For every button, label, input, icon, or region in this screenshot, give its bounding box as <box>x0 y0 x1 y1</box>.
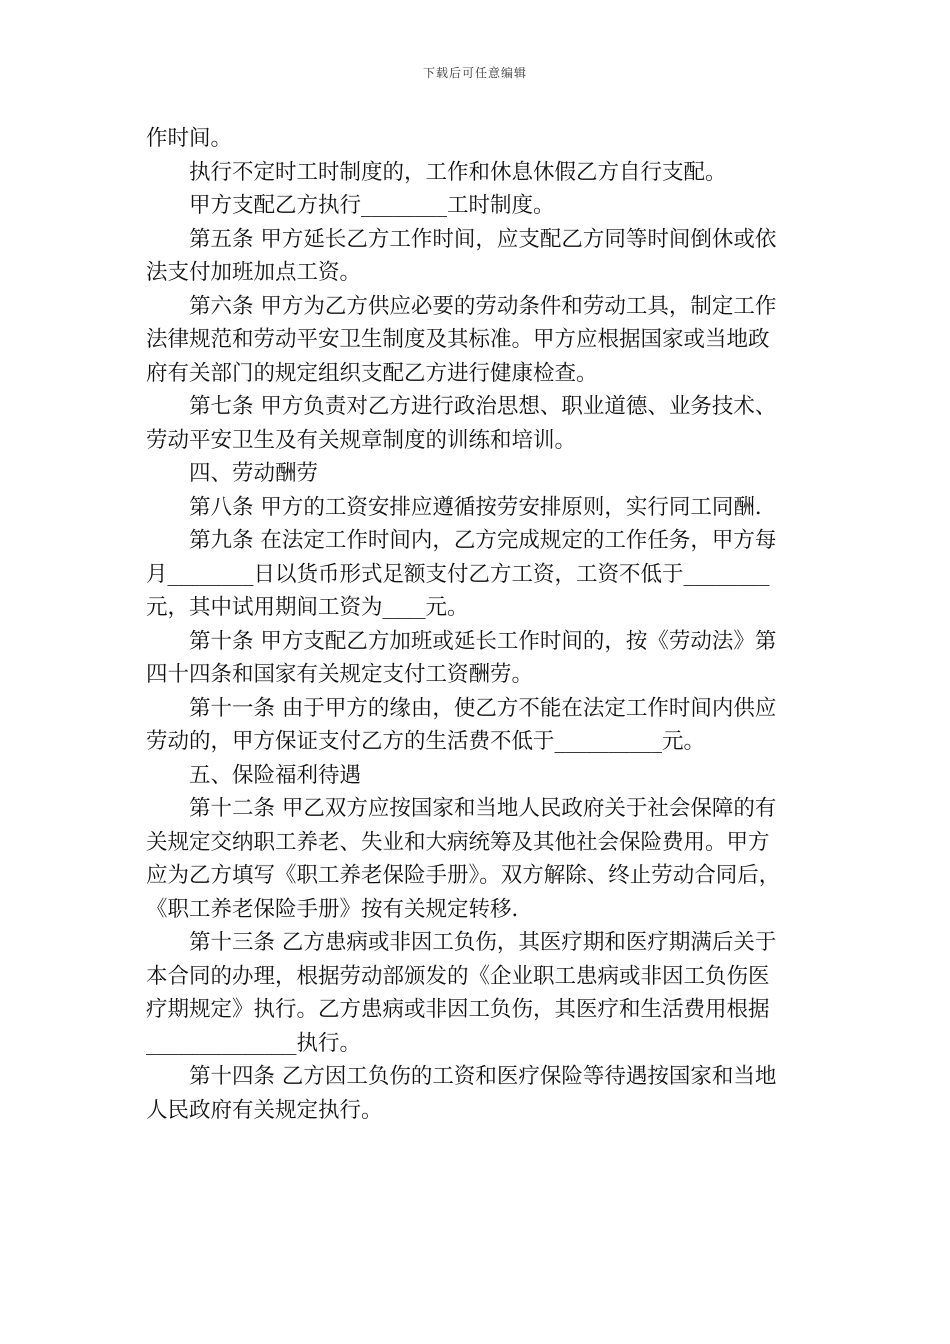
article-12-start: 第十二条 甲乙双方应按国家和当地人民政府关于社会保障的有 <box>189 796 777 821</box>
document-body <box>146 122 822 1127</box>
page-header: 下载后可任意编辑 <box>422 66 527 80</box>
section-heading-remuneration: 四、劳动酬劳 <box>189 461 319 486</box>
article-7-start: 第七条 甲方负责对乙方进行政治思想、职业道德、业务技术、 <box>189 394 777 419</box>
article-11-start: 第十一条 由于甲方的缘由，使乙方不能在法定工作时间内供应 <box>189 695 777 721</box>
article-9-start: 第九条 在法定工作时间内，乙方完成规定的工作任务，甲方每 <box>189 528 777 553</box>
text-line: 四十四条和国家有关规定支付工资酬劳。 <box>146 662 534 687</box>
text-line: 关规定交纳职工养老、失业和大病统筹及其他社会保险费用。甲方 <box>146 829 770 855</box>
text-line: 人民政府有关规定执行。 <box>146 1097 383 1123</box>
text-line: 府有关部门的规定组织支配乙方进行健康检查。 <box>146 360 598 386</box>
text-line: 法支付加班加点工资。 <box>146 260 362 285</box>
section-heading-insurance: 五、保险福利待遇 <box>189 762 362 788</box>
text-line: 法律规范和劳动平安卫生制度及其标准。甲方应根据国家或当地政 <box>146 327 770 352</box>
article-13-start: 第十三条 乙方患病或非因工负伤，其医疗期和医疗期满后关于 <box>189 930 777 955</box>
text-line: 《职工养老保险手册》按有关规定转移． <box>146 896 534 922</box>
text-line: 元，其中试用期间工资为____元。 <box>146 595 469 620</box>
text-line: 应为乙方填写《职工养老保险手册》。双方解除、终止劳动合同后， <box>146 863 781 888</box>
text-line: 疗期规定》执行。乙方患病或非因工负伤，其医疗和生活费用根据 <box>146 997 770 1022</box>
text-line: 甲方支配乙方执行________工时制度。 <box>189 193 555 218</box>
text-line: 月________日以货币形式足额支付乙方工资，工资不低于________ <box>146 561 770 587</box>
article-14-start: 第十四条 乙方因工负伤的工资和医疗保险等待遇按国家和当地 <box>189 1064 777 1089</box>
article-5-start: 第五条 甲方延长乙方工作时间，应支配乙方同等时间倒休或依 <box>189 226 777 252</box>
article-10-start: 第十条 甲方支配乙方加班或延长工作时间的，按《劳动法》第 <box>189 628 777 654</box>
text-line: 作时间。 <box>146 126 233 151</box>
article-6-start: 第六条 甲方为乙方供应必要的劳动条件和劳动工具，制定工作 <box>189 293 777 319</box>
text-line: 执行不定时工时制度的，工作和休息休假乙方自行支配。 <box>189 159 727 185</box>
text-line: ______________执行。 <box>146 1030 362 1056</box>
article-8: 第八条 甲方的工资安排应遵循按劳安排原则，实行同工同酬． <box>189 494 777 520</box>
text-line: 劳动平安卫生及有关规章制度的训练和培训。 <box>146 427 577 453</box>
text-line: 本合同的办理，根据劳动部颁发的《企业职工患病或非因工负伤医 <box>146 963 770 989</box>
text-line: 劳动的，甲方保证支付乙方的生活费不低于__________元。 <box>146 729 706 754</box>
